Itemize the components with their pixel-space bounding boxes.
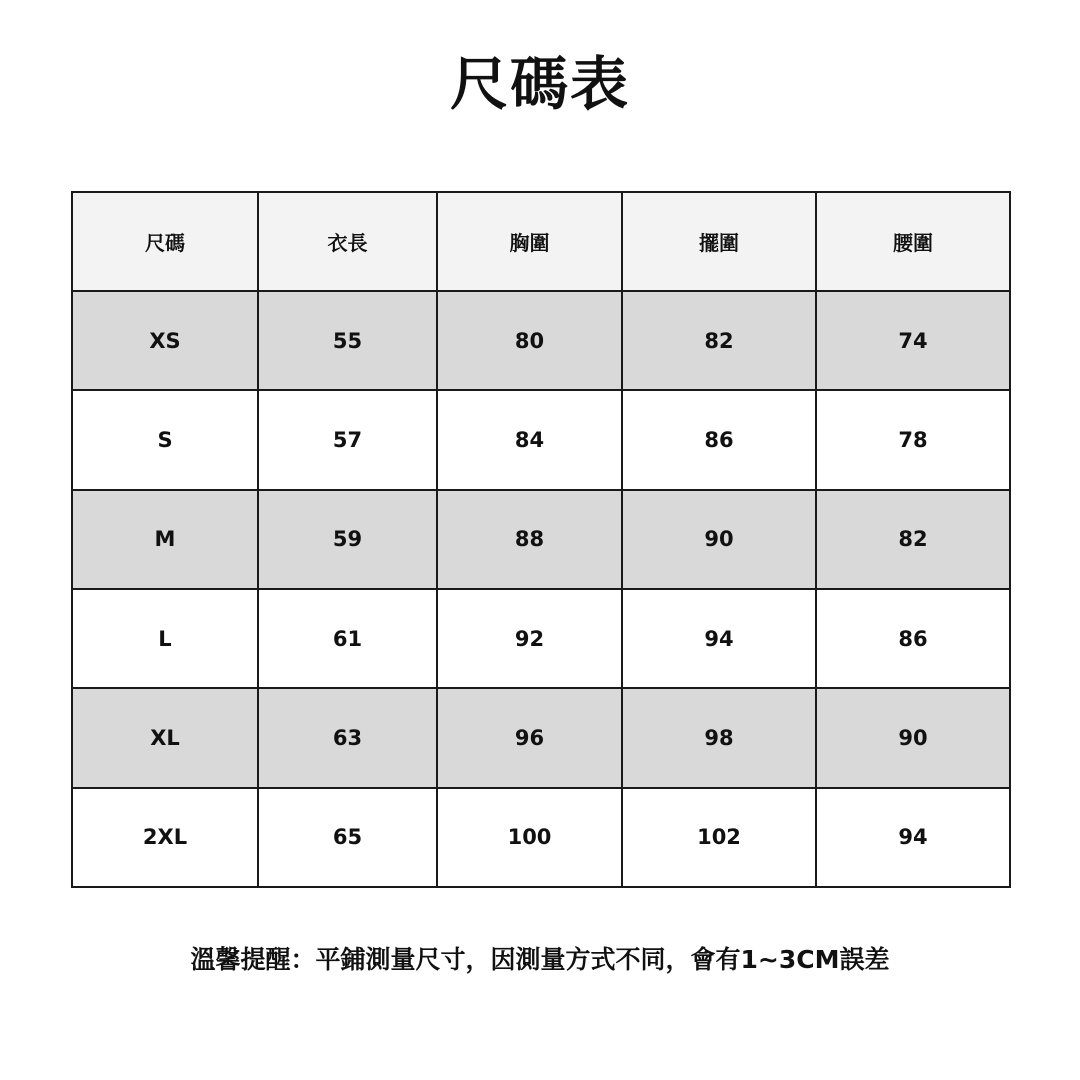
cell-length: 65 <box>258 788 437 887</box>
measurement-note: 溫馨提醒：平鋪測量尺寸，因測量方式不同，會有1~3CM誤差 <box>190 945 890 974</box>
cell-waist: 86 <box>816 589 1010 688</box>
table-row <box>72 688 1010 787</box>
size-chart-table <box>71 191 1011 888</box>
cell-chest: 92 <box>437 589 622 688</box>
header-hem: 擺圍 <box>622 192 816 291</box>
table-row <box>72 291 1010 390</box>
table-row <box>72 589 1010 688</box>
table-row <box>72 788 1010 887</box>
cell-length: 61 <box>258 589 437 688</box>
cell-chest: 80 <box>437 291 622 390</box>
cell-size: S <box>72 390 258 489</box>
table-row <box>72 390 1010 489</box>
header-size: 尺碼 <box>72 192 258 291</box>
cell-chest: 84 <box>437 390 622 489</box>
cell-hem: 94 <box>622 589 816 688</box>
cell-chest: 88 <box>437 490 622 589</box>
cell-waist: 74 <box>816 291 1010 390</box>
cell-hem: 98 <box>622 688 816 787</box>
cell-length: 59 <box>258 490 437 589</box>
cell-hem: 102 <box>622 788 816 887</box>
cell-waist: 94 <box>816 788 1010 887</box>
cell-length: 55 <box>258 291 437 390</box>
cell-hem: 90 <box>622 490 816 589</box>
table-header-row <box>72 192 1010 291</box>
cell-waist: 90 <box>816 688 1010 787</box>
cell-hem: 86 <box>622 390 816 489</box>
header-length: 衣長 <box>258 192 437 291</box>
cell-size: L <box>72 589 258 688</box>
header-chest: 胸圍 <box>437 192 622 291</box>
page-title: 尺碼表 <box>449 50 630 118</box>
cell-size: XL <box>72 688 258 787</box>
cell-chest: 96 <box>437 688 622 787</box>
cell-length: 63 <box>258 688 437 787</box>
cell-hem: 82 <box>622 291 816 390</box>
cell-size: XS <box>72 291 258 390</box>
table-row <box>72 490 1010 589</box>
cell-waist: 82 <box>816 490 1010 589</box>
cell-waist: 78 <box>816 390 1010 489</box>
header-waist: 腰圍 <box>816 192 1010 291</box>
cell-size: M <box>72 490 258 589</box>
cell-size: 2XL <box>72 788 258 887</box>
cell-chest: 100 <box>437 788 622 887</box>
cell-length: 57 <box>258 390 437 489</box>
